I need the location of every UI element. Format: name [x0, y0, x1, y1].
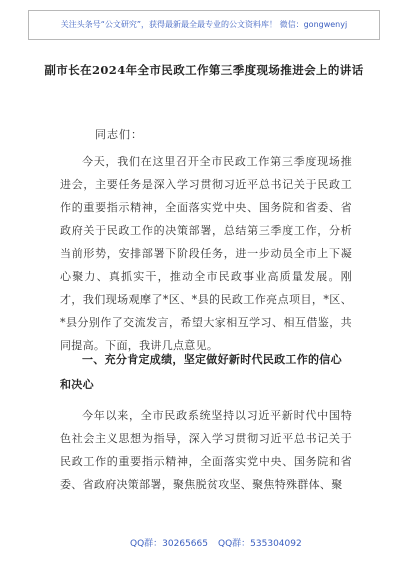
footer-qq-group-1[interactable]: QQ群：30265665 [130, 539, 208, 549]
footer-qq-group-2[interactable]: QQ群：535304092 [218, 539, 302, 549]
footer [0, 536, 408, 550]
section-heading: 一、充分肯定成绩，坚定做好新时代民政工作的信心和决心 [60, 353, 342, 391]
body-paragraph: 今年以来，全市民政系统坚持以习近平新时代中国特色社会主义思想为指导，深入学习贯彻习近平总书记关于民政工作的重要指示精神，全面落实党中央、国务院和省委、省政府决策部署，聚焦脱贫攻坚、聚焦特殊群体、聚 [60, 409, 352, 491]
document-title: 副市长在2024年全市民政工作第三季度现场推进会上的讲话 [44, 63, 364, 77]
salutation: 同志们： [95, 128, 143, 141]
body-paragraph: 今天，我们在这里召开全市民政工作第三季度现场推进会，主要任务是深入学习贯彻习近平总书记关于民政工作的重要指示精神，全面落实党中央、国务院和省委、省政府关于民政工作的决策部署，总结第三季度工作，分析当前形势，安排部署下阶段任务，进一步动员全市上下凝心聚力、真抓实干，推动全市民政事业高质量发展。刚才，我们现场观摩了*区、*县的民政工作亮点项目，*区、*县分别作了交流发言，希望大家相互学习、相互借鉴，共同提高。下面，我讲几点意见。 [60, 155, 352, 352]
header-banner[interactable]: 关注头条号“公文研究”，获得最新最全最专业的公文资料库！ 微信：gongwenyj [28, 10, 380, 40]
